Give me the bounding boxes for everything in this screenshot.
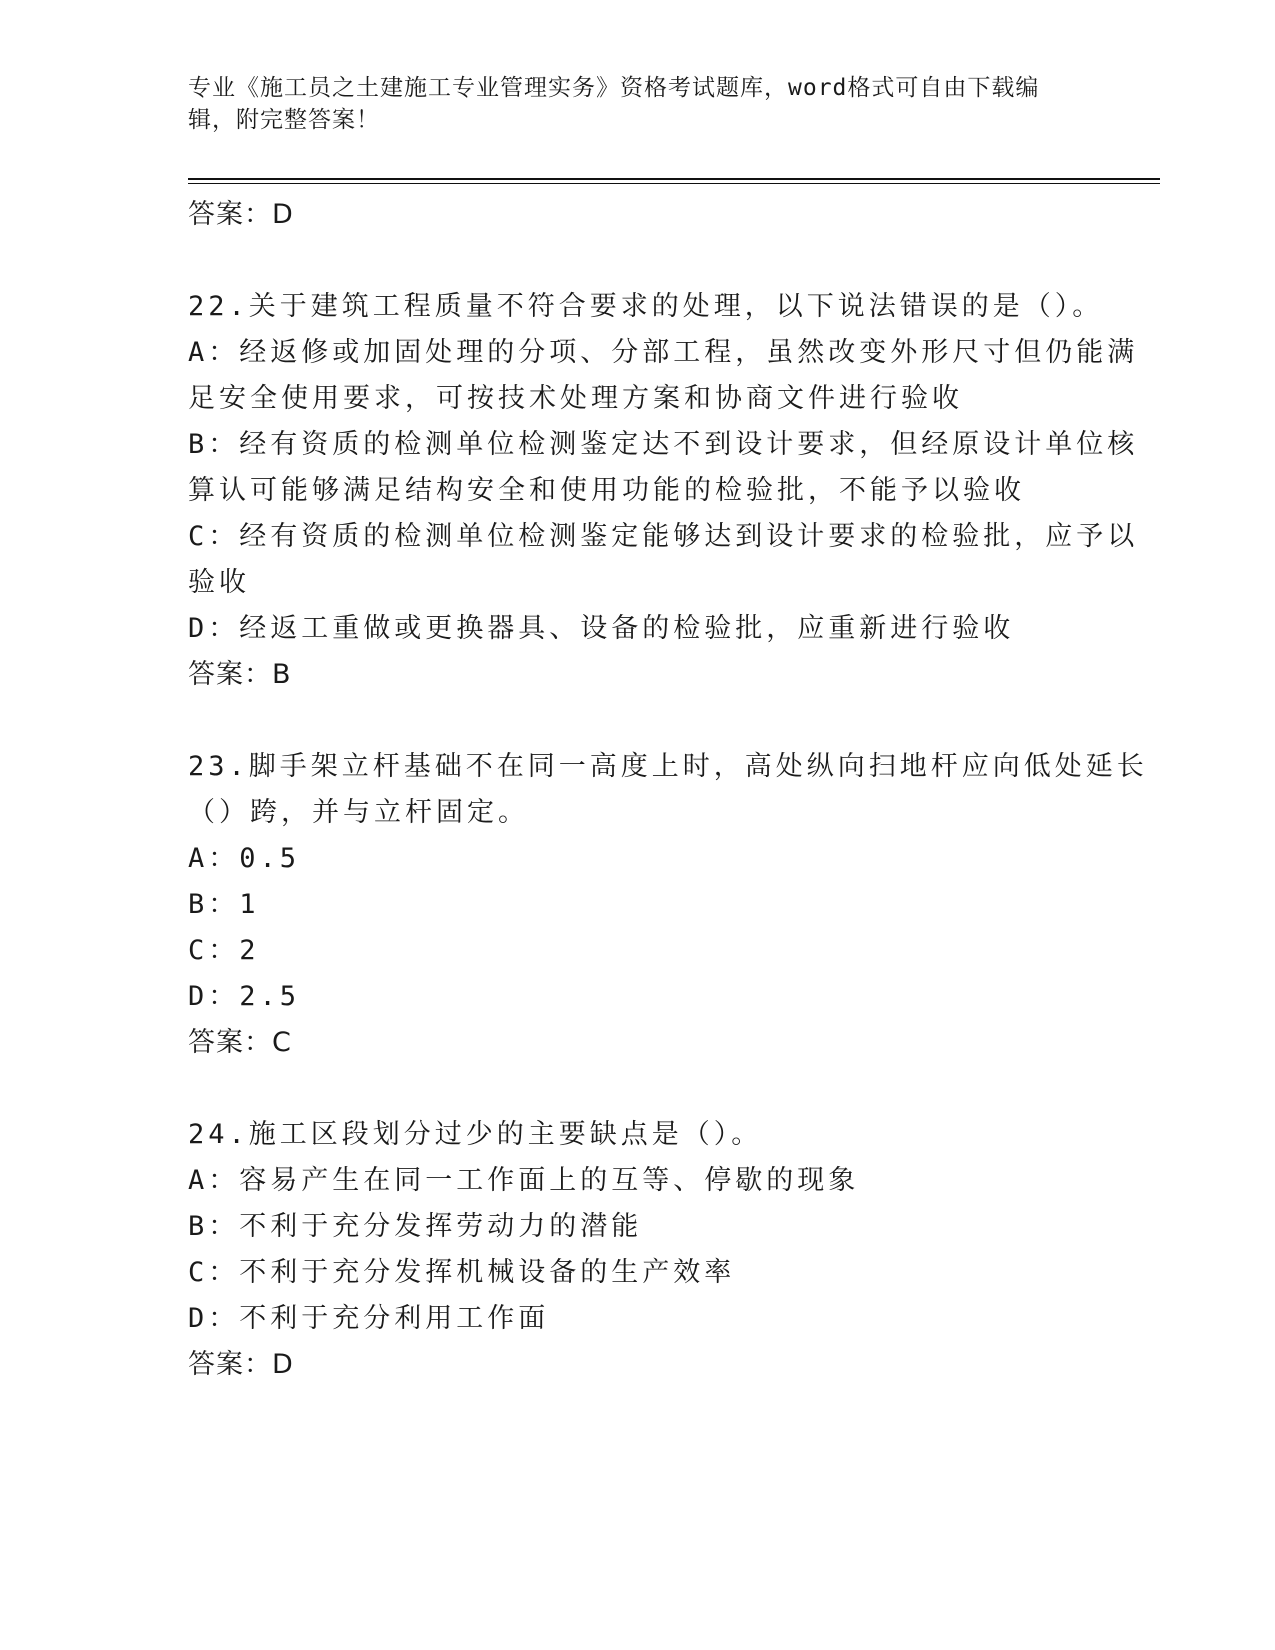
option-c: C：不利于充分发挥机械设备的生产效率 [188,1257,736,1288]
previous-answer: 答案：D [188,199,294,230]
option-d: D：经返工重做或更换器具、设备的检验批，应重新进行验收 [188,613,1015,644]
question-list [188,192,1148,1388]
answer: 答案：D [188,1349,294,1380]
option-c: C：2 [188,935,260,966]
option-b-line-2: 算认可能够满足结构安全和使用功能的检验批，不能予以验收 [188,475,1025,506]
option-a-line-2: 足安全使用要求，可按技术处理方案和协商文件进行验收 [188,383,963,414]
page-header [188,72,1088,136]
question-stem-line-2: （）跨，并与立杆固定。 [188,797,529,828]
answer: 答案：B [188,659,292,690]
option-b-line-1: B：经有资质的检测单位检测鉴定达不到设计要求，但经原设计单位核 [188,429,1139,460]
header-rule-thick [188,178,1160,180]
answer: 答案：C [188,1027,292,1058]
question-stem-line-1: 23.脚手架立杆基础不在同一高度上时，高处纵向扫地杆应向低处延长 [188,751,1148,782]
option-d: D：不利于充分利用工作面 [188,1303,550,1334]
question-22 [188,284,1139,698]
option-a: A：容易产生在同一工作面上的互等、停歇的现象 [188,1165,860,1196]
option-a-line-1: A：经返修或加固处理的分项、分部工程，虽然改变外形尺寸但仍能满 [188,337,1139,368]
question-stem: 22.关于建筑工程质量不符合要求的处理，以下说法错误的是（）。 [188,291,1104,322]
option-a: A：0.5 [188,843,301,874]
option-d: D：2.5 [188,981,301,1012]
spacer [188,238,1088,284]
option-c-line-2: 验收 [188,567,250,598]
option-b: B：不利于充分发挥劳动力的潜能 [188,1211,643,1242]
header-rule-thin [188,183,1160,184]
question-23 [188,744,1148,1066]
header-line-1: 专业《施工员之土建施工专业管理实务》资格考试题库，word格式可自由下载编 [188,75,1040,101]
header-line-2: 辑，附完整答案！ [188,107,380,133]
option-c-line-1: C：经有资质的检测单位检测鉴定能够达到设计要求的检验批，应予以 [188,521,1139,552]
question-stem: 24.施工区段划分过少的主要缺点是（）。 [188,1119,763,1150]
spacer [188,1066,1088,1112]
spacer [188,698,1088,744]
question-24 [188,1112,1088,1388]
option-b: B：1 [188,889,260,920]
